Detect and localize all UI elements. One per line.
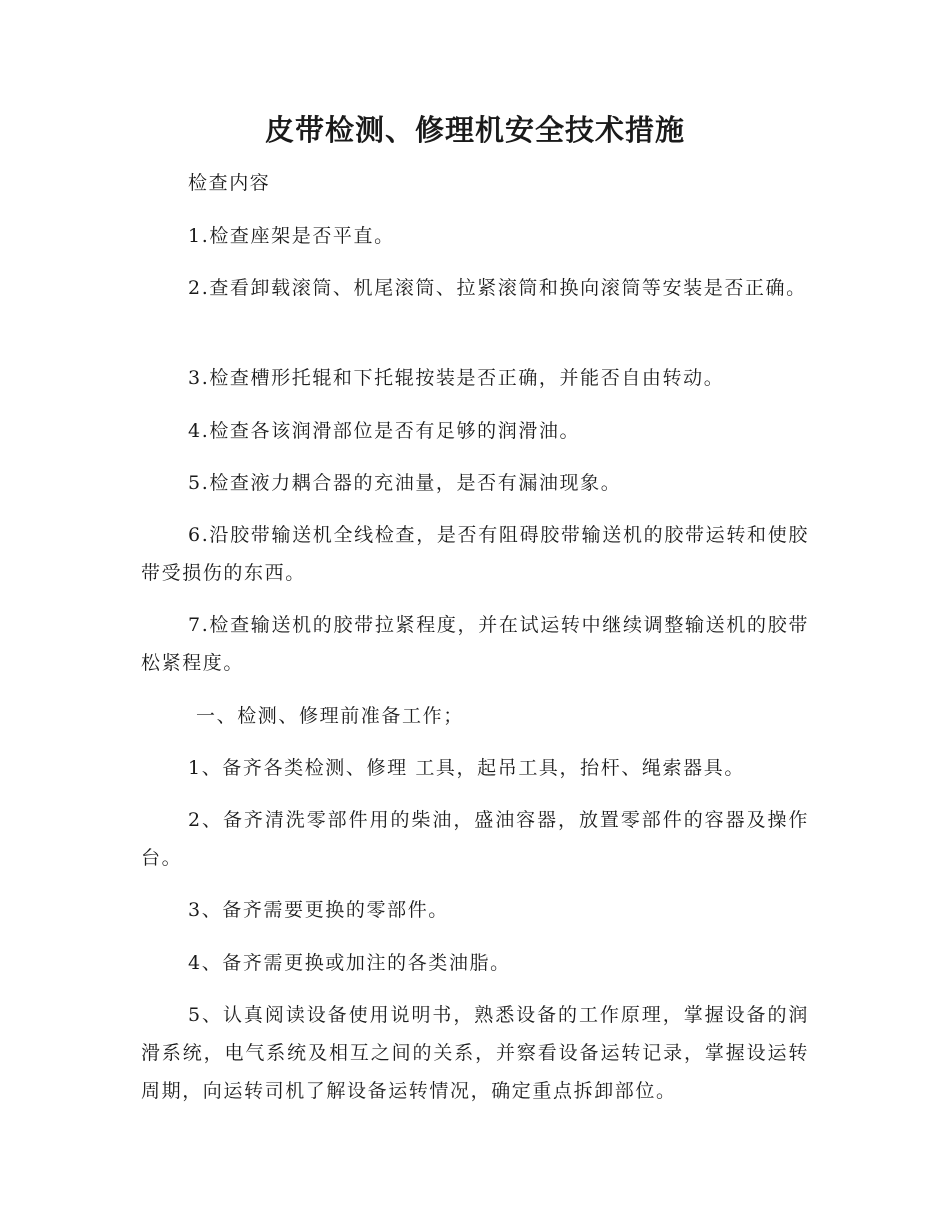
paragraph-prep-4: 4、备齐需更换或加注的各类油脂。 (188, 952, 511, 974)
section-heading-preparation: 一、检测、修理前准备工作； (196, 705, 464, 727)
paragraph-item-5: 5.检查液力耦合器的充油量，是否有漏油现象。 (188, 472, 622, 494)
paragraph-item-7: 7.检查输送机的胶带拉紧程度，并在试运转中继续调整输送机的胶带松紧程度。 (141, 614, 809, 674)
document-title: 皮带检测、修理机安全技术措施 (264, 113, 685, 147)
paragraph-item-3: 3.检查槽形托辊和下托辊按装是否正确，并能否自由转动。 (188, 367, 725, 389)
paragraph-item-2: 2.查看卸载滚筒、机尾滚筒、拉紧滚筒和换向滚筒等安装是否正确。 (188, 277, 807, 299)
paragraph-item-1: 1.检查座架是否平直。 (188, 225, 395, 247)
paragraph-prep-2: 2、备齐清洗零部件用的柴油，盛油容器，放置零部件的容器及操作台。 (141, 809, 809, 869)
paragraph-item-4: 4.检查各该润滑部位是否有足够的润滑油。 (188, 420, 581, 442)
paragraph-prep-1: 1、备齐各类检测、修理 工具，起吊工具，抬杆、绳索器具。 (188, 757, 745, 779)
paragraph-item-6: 6.沿胶带输送机全线检查，是否有阻碍胶带输送机的胶带运转和使胶带受损伤的东西。 (141, 524, 809, 584)
paragraph-prep-5: 5、认真阅读设备使用说明书，熟悉设备的工作原理，掌握设备的润滑系统，电气系统及相互之间的关系，并察看设备运转记录，掌握设运转周期，向运转司机了解设备运转情况，确定重点拆卸部位。 (141, 1004, 809, 1102)
paragraph-prep-3: 3、备齐需要更换的零部件。 (188, 899, 449, 921)
paragraph-inspection-content: 检查内容 (188, 172, 271, 194)
